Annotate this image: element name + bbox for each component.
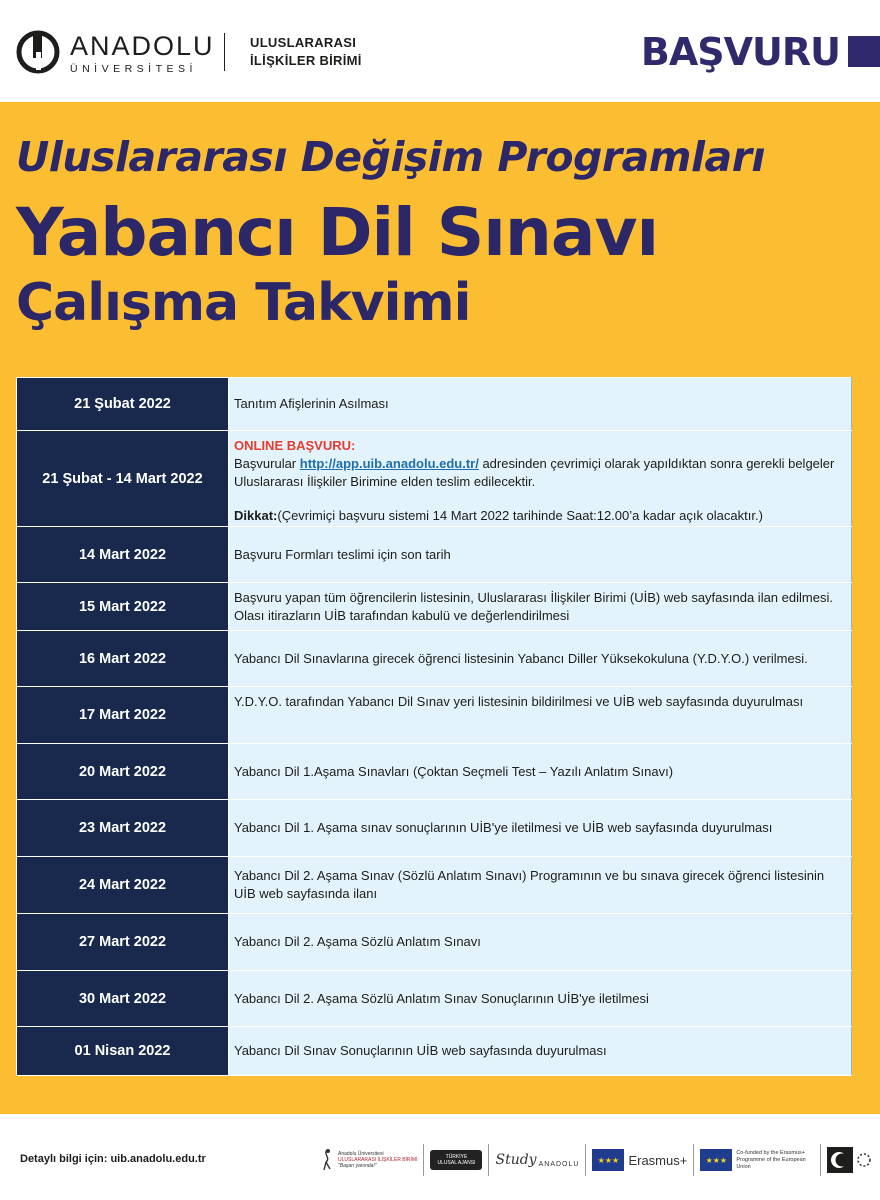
row-description: Yabancı Dil Sınavlarına girecek öğrenci listesinin Yabancı Diller Yüksekokuluna (Y.D.Y.O.) verilmesi.	[229, 631, 852, 687]
eu-flag-icon: ★★★	[700, 1149, 732, 1171]
row-description: Yabancı Dil 2. Aşama Sözlü Anlatım Sınavı	[229, 914, 852, 971]
table-row	[17, 631, 852, 687]
partner-erasmus	[586, 1144, 694, 1176]
row-date: 30 Mart 2022	[17, 971, 229, 1027]
row-date: 01 Nisan 2022	[17, 1027, 229, 1076]
table-row	[17, 527, 852, 583]
partner1-line3: "Başarı yanında!"	[338, 1163, 377, 1169]
row-date: 16 Mart 2022	[17, 631, 229, 687]
apply-accent-block	[848, 36, 880, 67]
table-row	[17, 583, 852, 631]
partner-study-anadolu	[489, 1144, 586, 1176]
dancer-icon	[320, 1148, 334, 1172]
row-date: 21 Şubat - 14 Mart 2022	[17, 431, 229, 527]
row-date: 24 Mart 2022	[17, 857, 229, 914]
eu-flag-icon: ★★★	[592, 1149, 624, 1171]
partner1-line2: ULUSLARARASI İLİŞKİLER BİRİMİ	[338, 1157, 418, 1163]
study-text: Study	[495, 1152, 537, 1168]
row-description	[229, 431, 852, 527]
eu-cofunded-text: Co-funded by the Erasmus+ Programme of the European Union	[736, 1149, 806, 1170]
footer-info-link[interactable]: Detaylı bilgi için: uib.anadolu.edu.tr	[20, 1153, 206, 1165]
row-description: Yabancı Dil Sınav Sonuçlarının UİB web sayfasında duyurulması	[229, 1027, 852, 1076]
unit-name-line2: İLİŞKİLER BİRİMİ	[250, 53, 362, 68]
application-text-pre: Başvurular	[234, 456, 300, 471]
program-title: Uluslararası Değişim Programları	[16, 133, 765, 181]
schedule-table	[16, 377, 852, 1076]
application-link[interactable]: http://app.uib.anadolu.edu.tr/	[299, 456, 479, 471]
erasmus-text: Erasmus+	[628, 1152, 688, 1168]
unit-name	[250, 34, 362, 70]
row-description: Y.D.Y.O. tarafından Yabancı Dil Sınav yeri listesinin bildirilmesi ve UİB web sayfasında duyurulması	[229, 687, 852, 744]
row-description: Başvuru Formları teslimi için son tarih	[229, 527, 852, 583]
university-logo-text	[70, 32, 215, 75]
university-name: ANADOLU	[70, 31, 215, 61]
row-date: 27 Mart 2022	[17, 914, 229, 971]
ulusal-ajans-badge: TÜRKİYE ULUSAL AJANSI	[430, 1150, 482, 1170]
row-date: 20 Mart 2022	[17, 744, 229, 800]
header-divider	[224, 33, 225, 71]
partner-logos	[314, 1144, 878, 1176]
apply-label: BAŞVURU	[640, 30, 840, 74]
table-row	[17, 378, 852, 431]
exam-title: Yabancı Dil Sınavı	[16, 194, 659, 271]
row-description: Tanıtım Afişlerinin Asılması	[229, 378, 852, 431]
table-row	[17, 687, 852, 744]
partner-crescent	[821, 1144, 878, 1176]
crescent-star-icon	[827, 1147, 853, 1173]
application-text-post: adresinden çevrimiçi olarak yapıldıktan sonra gerekli belgeler Uluslararası İlişkiler Birimine elden teslim edilecektir.	[234, 456, 835, 489]
university-subtitle: ÜNİVERSİTESİ	[70, 63, 197, 75]
row-date: 15 Mart 2022	[17, 583, 229, 631]
partner-uib	[314, 1144, 424, 1176]
partner1-line1: Anadolu Üniversitesi	[338, 1151, 384, 1157]
table-row	[17, 914, 852, 971]
row-description: Yabancı Dil 2. Aşama Sözlü Anlatım Sınav Sonuçlarının UİB'ye iletilmesi	[229, 971, 852, 1027]
online-application-heading: ONLINE BAŞVURU:	[234, 438, 356, 453]
table-row	[17, 744, 852, 800]
row-description: Yabancı Dil 1.Aşama Sınavları (Çoktan Seçmeli Test – Yazılı Anlatım Sınavı)	[229, 744, 852, 800]
table-row	[17, 857, 852, 914]
note-text: (Çevrimiçi başvuru sistemi 14 Mart 2022 tarihinde Saat:12.00’a kadar açık olacaktır.)	[277, 508, 763, 523]
row-description: Yabancı Dil 2. Aşama Sınav (Sözlü Anlatım Sınavı) Programının ve bu sınava girecek öğrenci listesinin UİB web sayfasında ilanı	[229, 857, 852, 914]
table-row	[17, 800, 852, 857]
row-date: 21 Şubat 2022	[17, 378, 229, 431]
row-description: Başvuru yapan tüm öğrencilerin listesinin, Uluslararası İlişkiler Birimi (UİB) web sayfasında ilan edilmesi. Olası itirazların UİB tarafından kabulü ve değerlendirilmesi	[229, 583, 852, 631]
table-row	[17, 1027, 852, 1076]
table-row	[17, 431, 852, 527]
anadolu-logo-icon	[16, 30, 60, 74]
partner-ulusal-ajans	[424, 1144, 489, 1176]
header	[0, 0, 880, 102]
calendar-title: Çalışma Takvimi	[16, 273, 471, 333]
unit-name-line1: ULUSLARARASI	[250, 35, 357, 50]
row-date: 23 Mart 2022	[17, 800, 229, 857]
study-anadolu-text: ANADOLU	[538, 1161, 580, 1168]
row-description: Yabancı Dil 1. Aşama sınav sonuçlarının UİB'ye iletilmesi ve UİB web sayfasında duyurulması	[229, 800, 852, 857]
row-date: 17 Mart 2022	[17, 687, 229, 744]
note-label: Dikkat:	[234, 508, 278, 523]
partner-eu-cofunded	[694, 1144, 821, 1176]
table-row	[17, 971, 852, 1027]
star-ring-icon	[856, 1152, 872, 1168]
row-date: 14 Mart 2022	[17, 527, 229, 583]
